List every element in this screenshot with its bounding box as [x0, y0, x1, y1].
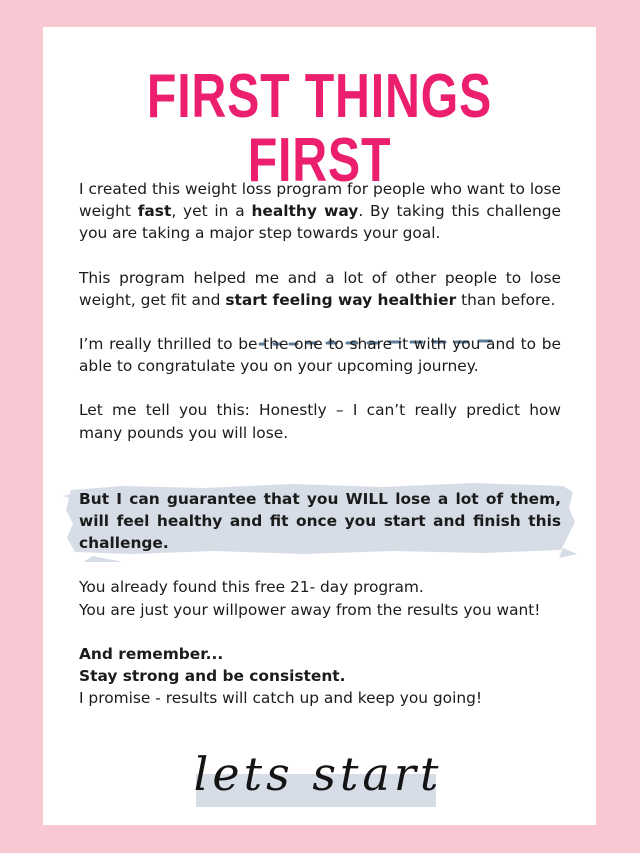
closing-line-1: And remember... [79, 644, 224, 663]
intro-text-1: I created this weight loss program for people who want to lose weight [79, 180, 561, 221]
body-text [79, 178, 561, 709]
paragraph-thrilled: I’m really thrilled to be the one to share it with you and to be able to congratulate you on your upcoming journey. [79, 335, 561, 376]
signature-script [183, 732, 453, 812]
paragraph-intro [79, 178, 561, 245]
program-bold: start feeling way healthier [225, 290, 457, 309]
signature-text: lets start [193, 747, 443, 801]
found-line-2: You are just your willpower away from the results you want! [79, 600, 541, 619]
closing-line-3: I promise - results will catch up and keep you going! [79, 689, 483, 708]
paragraph-program [79, 267, 561, 311]
highlight-block [79, 488, 561, 555]
page-card [43, 27, 596, 825]
intro-text-3: . By taking this challenge you are taking a major step towards your goal. [79, 202, 561, 243]
closing-line-2: Stay strong and be consistent. [79, 667, 346, 686]
paragraph-closing [79, 643, 561, 710]
page-title: FIRST THINGS FIRST [146, 62, 493, 195]
highlight-text: But I can guarantee that you WILL lose a lot of them, will feel healthy and fit once you start and finish this challenge. [79, 489, 561, 553]
intro-bold-fast: fast [137, 202, 172, 221]
program-text-1: This program helped me and a lot of other people to lose weight, get fit and [79, 268, 561, 309]
paragraph-honestly: Let me tell you this: Honestly – I can’t really predict how many pounds you will lose. [79, 401, 561, 442]
program-text-2: than before. [456, 290, 556, 309]
intro-text-2: , yet in a [171, 202, 252, 221]
paragraph-found [79, 576, 561, 620]
intro-bold-healthy-way: healthy way [251, 202, 359, 221]
found-line-1: You already found this free 21- day program. [79, 578, 424, 597]
